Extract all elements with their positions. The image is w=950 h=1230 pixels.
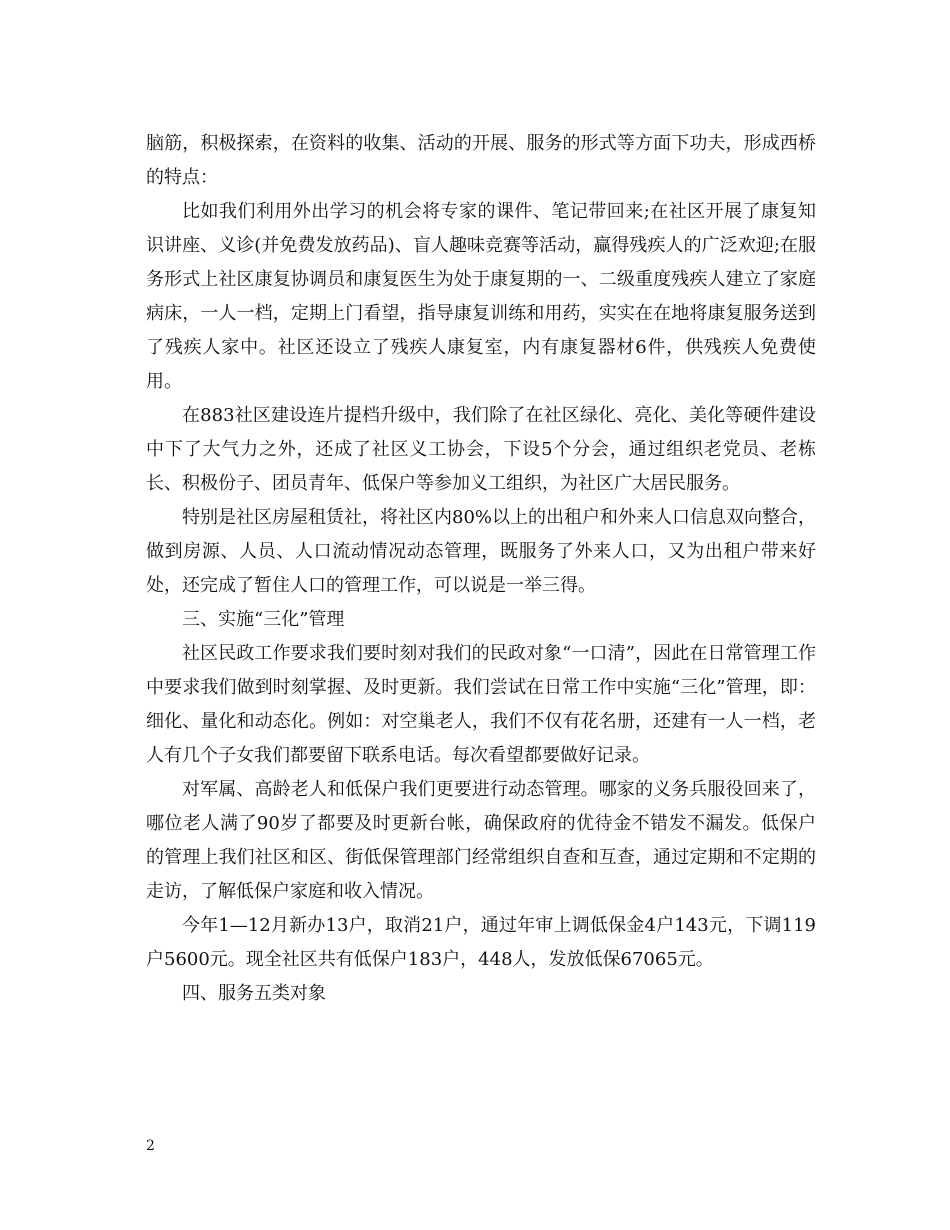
page-number: 2 [146,1138,155,1154]
section-heading: 三、实施“三化”管理 [182,609,345,630]
paragraph: 比如我们利用外出学习的机会将专家的课件、笔记带回来;在社区开展了康复知识讲座、义诊(并免费发放药品)、盲人趣味竞赛等活动，赢得残疾人的广泛欢迎;在服务形式上社区康复协调员和康复医生为处于康复期的一、二级重度残疾人建立了家庭病床，一人一档，定期上门看望，指导康复训练和用药，实实在在地将康复服务送到了残疾人家中。社区还设立了残疾人康复室，内有康复器材6件，供残疾人免费使用。 [146,201,816,392]
body-text [146,127,816,1011]
paragraph: 特别是社区房屋租赁社，将社区内80%以上的出租户和外来人口信息双向整合，做到房源、人员、人口流动情况动态管理，既服务了外来人口，又为出租户带来好处，还完成了暂住人口的管理工作，可以说是一举三得。 [146,507,817,596]
paragraph: 在883社区建设连片提档升级中，我们除了在社区绿化、亮化、美化等硬件建设中下了大气力之外，还成了社区义工协会，下设5个分会，通过组织老党员、老栋长、积极份子、团员青年、低保户等参加义工组织，为社区广大居民服务。 [146,405,816,494]
paragraph: 脑筋，积极探索，在资料的收集、活动的开展、服务的形式等方面下功夫，形成西桥的特点： [146,133,816,188]
section-heading: 四、服务五类对象 [182,983,326,1004]
paragraph: 社区民政工作要求我们要时刻对我们的民政对象“一口清”，因此在日常管理工作中要求我们做到时刻掌握、及时更新。我们尝试在日常工作中实施“三化”管理，即：细化、量化和动态化。例如：对空巢老人，我们不仅有花名册，还建有一人一档，老人有几个子女我们都要留下联系电话。每次看望都要做好记录。 [146,643,816,766]
paragraph: 对军属、高龄老人和低保户我们更要进行动态管理。哪家的义务兵服役回来了，哪位老人满了90岁了都要及时更新台帐，确保政府的优待金不错发不漏发。低保户的管理上我们社区和区、街低保管理部门经常组织自查和互查，通过定期和不定期的走访，了解低保户家庭和收入情况。 [146,779,816,902]
paragraph: 今年1—12月新办13户，取消21户，通过年审上调低保金4户143元，下调119户5600元。现全社区共有低保户183户，448人，发放低保67065元。 [146,915,816,970]
